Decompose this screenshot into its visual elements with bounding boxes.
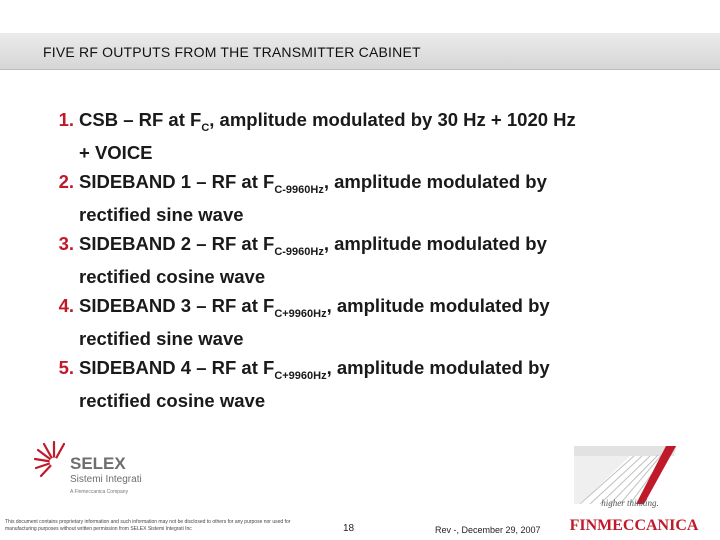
list-item — [32, 291, 692, 353]
item-text — [79, 291, 692, 353]
finmeccanica-tagline: higher thinking. — [601, 498, 659, 508]
revision-date: Rev -, December 29, 2007 — [435, 525, 541, 535]
selex-logo — [28, 436, 178, 500]
selex-burst-icon — [35, 442, 64, 476]
finmeccanica-logo — [570, 446, 700, 534]
rf-outputs-list — [32, 105, 692, 415]
item-lead: CSB – RF at F — [79, 109, 202, 130]
item-continuation: rectified cosine wave — [79, 390, 266, 411]
frequency-subscript: C+9960Hz — [274, 308, 327, 320]
list-item — [32, 229, 692, 291]
item-text — [79, 353, 692, 415]
item-number: 5. — [58, 357, 74, 378]
item-description: , amplitude modulated by — [326, 357, 550, 378]
item-continuation: rectified sine wave — [79, 204, 244, 225]
item-description: , amplitude modulated by 30 Hz + 1020 Hz — [209, 109, 576, 130]
finmeccanica-name: FINMECCANICA — [570, 517, 699, 534]
frequency-subscript: C-9960Hz — [274, 246, 324, 258]
slide-title: FIVE RF OUTPUTS FROM THE TRANSMITTER CABINET — [43, 44, 421, 60]
item-description: , amplitude modulated by — [326, 295, 550, 316]
item-number: 4. — [58, 295, 74, 316]
page-number: 18 — [343, 523, 355, 534]
list-item — [32, 353, 692, 415]
frequency-subscript: C-9960Hz — [274, 184, 324, 196]
selex-subtitle: Sistemi Integrati — [70, 474, 142, 485]
list-item — [32, 105, 692, 167]
item-continuation: rectified sine wave — [79, 328, 244, 349]
item-continuation: rectified cosine wave — [79, 266, 266, 287]
item-text — [79, 167, 692, 229]
selex-name: SELEX — [70, 454, 126, 473]
item-number: 2. — [58, 171, 74, 192]
item-text — [79, 229, 692, 291]
item-continuation: + VOICE — [79, 142, 153, 163]
frequency-subscript: C — [201, 122, 210, 134]
item-lead: SIDEBAND 2 – RF at F — [79, 233, 275, 254]
item-description: , amplitude modulated by — [323, 171, 547, 192]
item-number: 1. — [58, 109, 74, 130]
item-description: , amplitude modulated by — [323, 233, 547, 254]
confidentiality-note: This document contains proprietary information and such information may not be disclosed to others for any purpose nor used for manufacturing purposes without written permission from SELEX Sistemi Integrati Inc — [5, 519, 291, 532]
item-lead: SIDEBAND 1 – RF at F — [79, 171, 275, 192]
list-item — [32, 167, 692, 229]
item-lead: SIDEBAND 3 – RF at F — [79, 295, 275, 316]
frequency-subscript: C+9960Hz — [274, 370, 327, 382]
item-number: 3. — [58, 233, 74, 254]
header-divider — [0, 69, 720, 70]
item-text — [79, 105, 692, 167]
selex-tagline: A Finmeccanica Company — [70, 489, 129, 495]
item-lead: SIDEBAND 4 – RF at F — [79, 357, 275, 378]
